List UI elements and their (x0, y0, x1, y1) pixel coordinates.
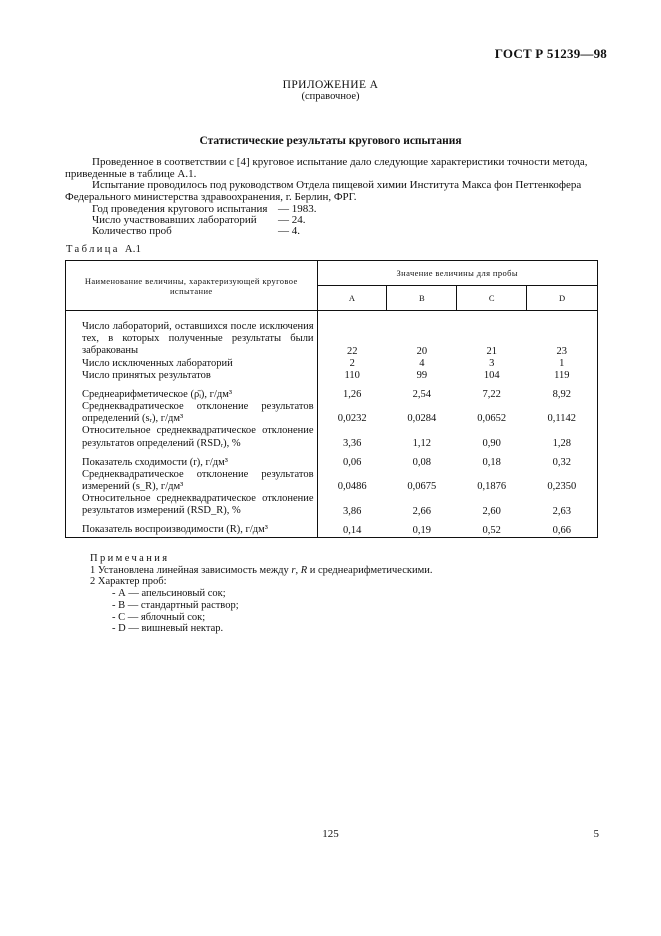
column-header-c: С (457, 286, 527, 311)
cell-value: 2 (349, 357, 355, 369)
paragraph-1: Проведенное в соответствии с [4] круговое испытание дало следующие характеристики точности метода, приведенные в таблице А.1. (65, 156, 588, 180)
cell-value: 23 (556, 345, 568, 357)
sample-c: - С — яблочный сок; (112, 611, 206, 623)
cell-value: 20 (416, 345, 428, 357)
cell-value: 0,0675 (407, 481, 437, 493)
cell-value: 4 (419, 357, 425, 369)
table-row (66, 358, 598, 370)
cell-value: 0,2350 (547, 481, 577, 493)
row-label: Среднеарифметическое (ρ̄ᵢ), г/дм³ (66, 382, 318, 401)
info-samples (92, 225, 300, 237)
cell-value: 3 (489, 357, 495, 369)
info-samples-label: Количество проб (92, 225, 172, 237)
cell-value: 22 (346, 345, 358, 357)
info-year-value: — 1983. (278, 203, 317, 215)
paragraph-2: Испытание проводилось под руководством Отдела пищевой химии Института Макса фон Петтенкофера Федерального министерства здравоохранения, г. Берлин, ФРГ. (65, 179, 582, 203)
table-row (66, 518, 598, 538)
cell-value: 2,66 (412, 505, 432, 517)
table-row (66, 450, 598, 469)
cell-value: 0,0284 (407, 413, 437, 425)
cell-value: 0,90 (482, 437, 501, 449)
column-header-b: В (387, 286, 457, 311)
cell-value: 0,08 (412, 456, 432, 468)
table-row (66, 401, 598, 425)
sample-d: - D — вишневый нектар. (112, 623, 224, 635)
cell-value: 3,86 (343, 505, 362, 517)
note-1: 1 Установлена линейная зависимость между r, R и среднеарифметическими. (90, 564, 433, 576)
header-values: Значение величины для пробы (317, 261, 597, 286)
cell-value: 104 (483, 370, 500, 382)
cell-value: 99 (416, 370, 428, 382)
standard-number: ГОСТ Р 51239—98 (494, 46, 607, 61)
row-label: Число лабораторий, оставшихся после исключения тех, в которых полученные результаты были забракованы (66, 311, 318, 358)
cell-value: 0,14 (343, 524, 362, 536)
cell-value: 1 (559, 357, 565, 369)
appendix-title: ПРИЛОЖЕНИЕ А (282, 79, 379, 91)
cell-value: 3,36 (343, 437, 362, 449)
cell-value: 21 (486, 345, 497, 357)
sample-b: - В — стандартный раствор; (112, 599, 239, 611)
row-label: Среднеквадратическое отклонение результатов определений (sᵣ), г/дм³ (66, 401, 318, 425)
cell-value: 0,66 (552, 524, 571, 536)
cell-value: 7,22 (482, 389, 501, 401)
table-caption-word: Таблица (66, 244, 120, 255)
info-labs-value: — 24. (278, 214, 306, 226)
page-number: 125 (322, 828, 339, 840)
table-row (66, 493, 598, 517)
notes-title: Примечания (90, 553, 170, 564)
table-row (66, 382, 598, 401)
row-label: Относительное среднеквадратическое отклонение результатов определений (RSDᵣ), % (66, 425, 318, 449)
row-label: Относительное среднеквадратическое отклонение результатов измерений (RSD_R), % (66, 493, 318, 517)
table-row (66, 425, 598, 449)
cell-value: 0,0652 (477, 413, 507, 425)
results-table (65, 260, 598, 538)
cell-value: 2,54 (412, 389, 432, 401)
column-header-a: А (317, 286, 387, 311)
cell-value: 2,63 (552, 505, 571, 517)
cell-value: 0,0232 (337, 413, 367, 425)
cell-value: 0,18 (482, 456, 501, 468)
info-labs-label: Число участвовавших лабораторий (92, 214, 257, 226)
cell-value: 119 (554, 370, 570, 382)
header-name: Наименование величины, характеризующей круговое испытание (66, 261, 318, 311)
cell-value: 1,12 (412, 437, 432, 449)
table-caption (66, 244, 141, 255)
row-label: Показатель сходимости (r), г/дм³ (66, 450, 318, 469)
sheet-number: 5 (593, 828, 599, 840)
section-title: Статистические результаты кругового испытания (199, 135, 462, 147)
table-row (66, 370, 598, 382)
table-row (66, 311, 598, 358)
row-label: Число принятых результатов (66, 370, 318, 382)
cell-value: 0,32 (552, 456, 571, 468)
table-caption-number: А.1 (124, 244, 142, 255)
note-2: 2 Характер проб: (90, 576, 167, 588)
notes (90, 553, 432, 635)
column-header-d: D (527, 286, 598, 311)
info-samples-value: — 4. (278, 225, 300, 237)
cell-value: 2,60 (482, 505, 501, 517)
cell-value: 0,0486 (337, 481, 367, 493)
info-year-label: Год проведения кругового испытания (92, 203, 268, 215)
cell-value: 8,92 (552, 389, 571, 401)
table-row (66, 469, 598, 493)
cell-value: 1,28 (552, 437, 571, 449)
cell-value: 0,1876 (477, 481, 507, 493)
cell-value: 0,52 (482, 524, 501, 536)
cell-value: 1,26 (343, 389, 362, 401)
appendix-subtitle: (справочное) (301, 91, 360, 102)
row-label: Число исключенных лабораторий (66, 358, 318, 370)
row-label: Показатель воспроизводимости (R), г/дм³ (66, 518, 318, 538)
cell-value: 110 (344, 370, 360, 382)
cell-value: 0,1142 (547, 413, 577, 425)
cell-value: 0,19 (412, 524, 432, 536)
row-label: Среднеквадратическое отклонение результатов измерений (s_R), г/дм³ (66, 469, 318, 493)
sample-a: - А — апельсиновый сок; (112, 588, 226, 600)
cell-value: 0,06 (343, 456, 362, 468)
